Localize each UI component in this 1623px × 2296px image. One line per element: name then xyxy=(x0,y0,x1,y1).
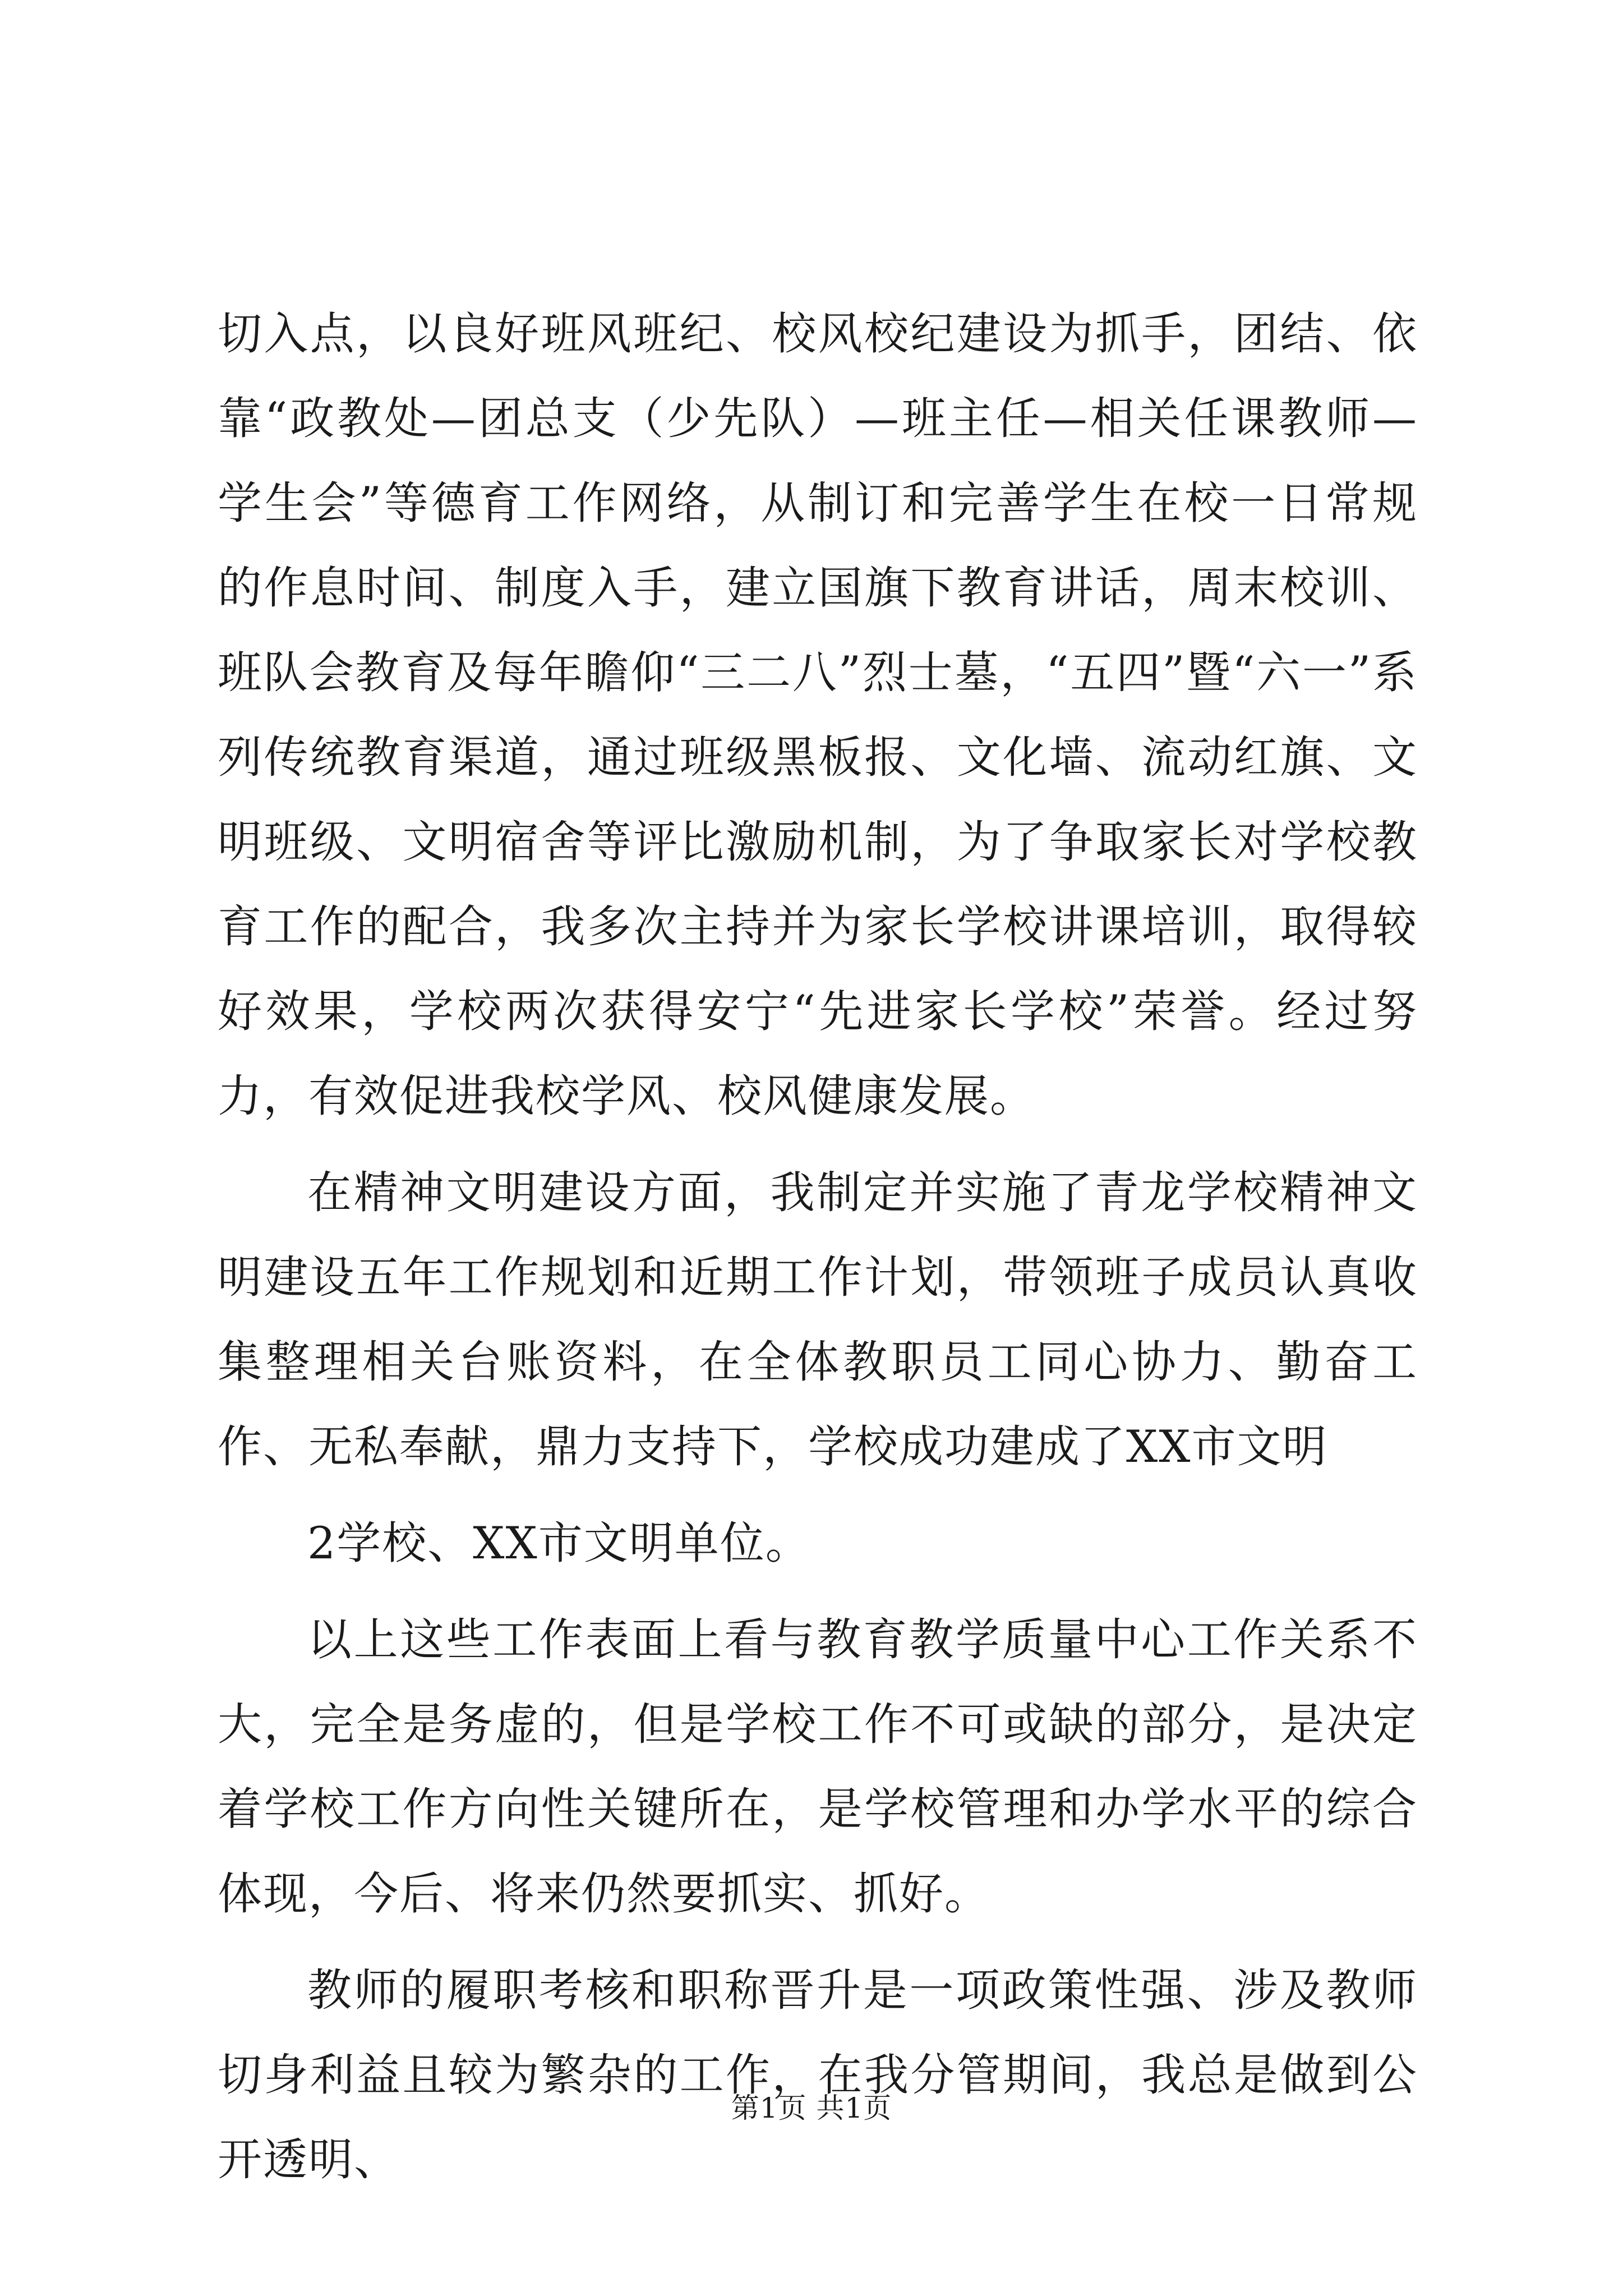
document-body xyxy=(218,292,1418,2214)
paragraph-continued: 切入点，以良好班风班纪、校风校纪建设为抓手，团结、依靠“政教处—团总支（少先队）—班主任—相关任课教师—学生会”等德育工作网络，从制订和完善学生在校一日常规的作息时间、制度入手，建立国旗下教育讲话，周末校训、班队会教育及每年瞻仰“三二八”烈士墓，“五四”暨“六一”系列传统教育渠道，通过班级黑板报、文化墙、流动红旗、文明班级、文明宿舍等评比激励机制，为了争取家长对学校教育工作的配合，我多次主持并为家长学校讲课培训，取得较好效果，学校两次获得安宁“先进家长学校”荣誉。经过努力，有效促进我校学风、校风健康发展。 xyxy=(218,308,1418,1122)
paragraph-spiritual-civilization: 在精神文明建设方面，我制定并实施了青龙学校精神文明建设五年工作规划和近期工作计划，带领班子成员认真收集整理相关台账资料，在全体教职员工同心协力、勤奋工作、无私奉献，鼎力支持下，学校成功建成了XX市文明 xyxy=(218,1167,1418,1473)
page-footer: 第1页 共1页 xyxy=(731,2092,892,2124)
paragraph-work-summary: 以上这些工作表面上看与教育教学质量中心工作关系不大，完全是务虚的，但是学校工作不可或缺的部分，是决定着学校工作方向性关键所在，是学校管理和办学水平的综合体现，今后、将来仍然要抓实、抓好。 xyxy=(218,1614,1418,1920)
paragraph-civilization-unit: 2学校、XX市文明单位。 xyxy=(307,1517,811,1569)
paragraph-teacher-assessment: 教师的履职考核和职称晋升是一项政策性强、涉及教师切身利益且较为繁杂的工作，在我分管期间，我总是做到公开透明、 xyxy=(218,1964,1418,2185)
